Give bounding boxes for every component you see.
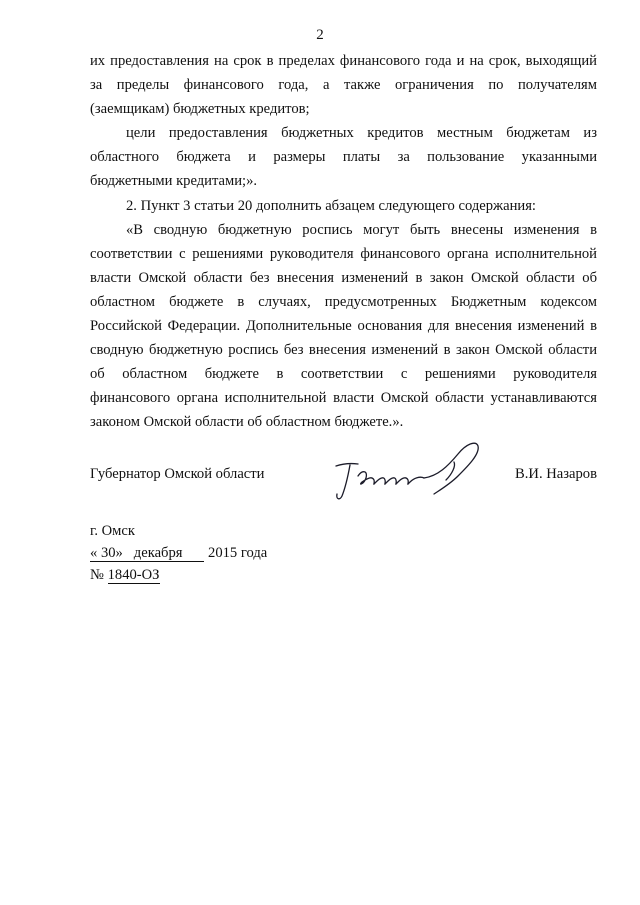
date-open-quote: « [90,545,98,561]
paragraph-line: власти Омской области без внесения изменений в закон Омской области об [90,270,597,286]
signatory-name: В.И. Назаров [515,466,597,482]
paragraph-line: цели предоставления бюджетных кредитов местным бюджетам из [126,125,597,141]
date-month: декабря [133,545,183,561]
paragraph-line: областного бюджета и размеры платы за пользование указанными [90,149,597,165]
paragraph-line: (заемщикам) бюджетных кредитов; [90,101,310,117]
paragraph-line: соответствии с решениями руководителя финансового органа исполнительной [90,246,597,262]
paragraph-line: законом Омской области об областном бюджете.». [90,414,404,430]
page-number: 2 [316,27,324,43]
signing-date [90,544,267,562]
paragraph-line: «В сводную бюджетную роспись могут быть внесены изменения в [126,222,597,238]
number-value: 1840-ОЗ [107,567,160,583]
paragraph-line: их предоставления на срок в пределах финансового года и на срок, выходящий [90,53,597,69]
paragraph-line: за пределы финансового года, а также ограничения по получателям [90,77,597,93]
law-number [90,566,160,584]
city: г. Омск [90,523,135,539]
paragraph-line: бюджетными кредитами;». [90,173,258,189]
date-close-quote: » [115,545,123,561]
paragraph-line: 2. Пункт 3 статьи 20 дополнить абзацем следующего содержания: [126,198,536,214]
date-underline [90,546,204,562]
paragraph-line: финансового органа исполнительной власти Омской области устанавливаются [90,390,597,406]
date-year: 2015 года [208,545,268,561]
paragraph-line: Российской Федерации. Дополнительные основания для внесения изменений в [90,318,597,334]
paragraph-line: сводную бюджетную роспись без внесения изменений в закон Омской области [90,342,597,358]
number-sign: № [90,567,104,583]
paragraph-line: об областном бюджете в соответствии с решениями руководителя [90,366,597,382]
paragraph-line: областном бюджете в случаях, предусмотренных Бюджетным кодексом [90,294,597,310]
date-day: 30 [100,545,116,561]
handwritten-signature [328,436,496,502]
signatory-title: Губернатор Омской области [90,466,265,482]
